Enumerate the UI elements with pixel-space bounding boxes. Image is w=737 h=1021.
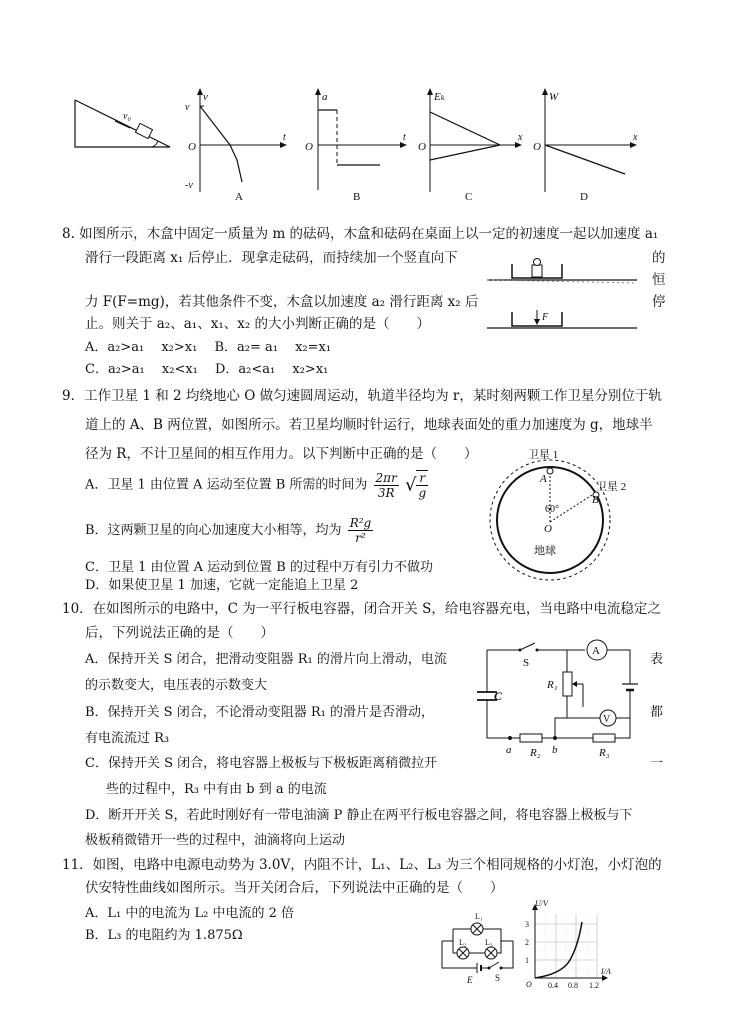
q8-line5: 止。则关于 a₂、a₁、x₁、x₂ 的大小判断正确的是（ ）: [85, 316, 431, 332]
option-b-label: B: [353, 191, 361, 203]
svg-text:B: B: [592, 494, 599, 506]
q11-iv-curve: [522, 900, 617, 990]
svg-text:O: O: [305, 141, 313, 153]
svg-text:1: 1: [525, 956, 529, 965]
q9-line3: 径为 R，不计卫星间的相互作用力。以下判断中正确的是（ ）: [85, 446, 478, 462]
q11-lamp-circuit: [437, 903, 519, 985]
svg-text:R₂: R₂: [530, 747, 541, 759]
graph-b: [300, 88, 406, 203]
svg-text:S: S: [523, 657, 530, 669]
q10-option-b2: 有电流流过 R₃: [85, 731, 170, 746]
q10-line1: 10．在如图所示的电路中，C 为一平行板电容器，闭合开关 S，给电容器充电，当电路中电流稳定之: [62, 601, 661, 617]
q11-line2: 伏安特性曲线如图所示。当开关闭合后，下列说法中正确的是（ ）: [85, 880, 504, 896]
svg-text:O: O: [544, 523, 552, 535]
graph-a: [185, 88, 286, 203]
svg-text:O: O: [418, 141, 426, 153]
svg-text:O: O: [526, 980, 532, 989]
svg-text:Eₖ: Eₖ: [434, 91, 445, 103]
q8-line4: 力 F(F=mg)，若其他条件不变，木盒以加速度 a₂ 滑行距离 x₂ 后: [85, 294, 479, 310]
svg-text:1.2: 1.2: [589, 981, 599, 990]
svg-text:3: 3: [525, 920, 529, 929]
svg-text:-v: -v: [185, 180, 193, 191]
q9-line2: 道上的 A、B 两位置，如图所示。若卫星均顺时针运行，地球表面处的重力加速度为 g，地球半: [85, 417, 653, 433]
option-c-label: C: [465, 191, 473, 203]
q10-option-c1-tail: 一: [650, 756, 664, 771]
svg-text:x: x: [518, 132, 523, 143]
svg-text:S: S: [495, 973, 501, 983]
q11-option-a: A．L₁ 中的电流为 L₂ 中电流的 2 倍: [85, 906, 295, 921]
graph-d: [530, 88, 645, 203]
svg-text:R₃: R₃: [599, 747, 610, 759]
q8-line2: 滑行一段距离 x₁ 后停止．现拿走砝码，而持续加一个竖直向下: [85, 250, 458, 266]
q10-circuit-figure: [475, 632, 645, 762]
svg-text:I/A: I/A: [601, 967, 611, 976]
svg-text:卫星 1: 卫星 1: [528, 449, 559, 461]
q9-option-d: D．如果使卫星 1 加速，它就一定能追上卫星 2: [85, 578, 359, 593]
q10-option-c1: C．保持开关 S 闭合，将电容器上极板与下极板距离稍微拉开: [85, 756, 438, 771]
svg-text:F: F: [542, 312, 549, 323]
svg-text:0.4: 0.4: [548, 981, 558, 990]
svg-text:t: t: [283, 132, 286, 143]
q8-line2-tail: 的: [652, 250, 666, 266]
option-a-label: A: [235, 191, 243, 203]
svg-text:L₃: L₃: [485, 938, 493, 947]
q9-line1: 9．工作卫星 1 和 2 均绕地心 O 做匀速圆周运动，轨道半径均为 r，某时刻两颗工作卫星分别位于轨: [62, 388, 662, 404]
svg-text:C: C: [494, 689, 503, 703]
svg-text:2: 2: [525, 938, 529, 947]
v0-label: v₀: [123, 111, 131, 122]
q10-option-a1-tail: 表: [650, 652, 664, 667]
svg-text:O: O: [533, 141, 541, 153]
svg-text:A: A: [540, 473, 547, 485]
q10-option-a1: A．保持开关 S 闭合，把滑动变阻器 R₁ 的滑片向上滑动，电流: [85, 652, 447, 667]
q10-option-d2: 极板稍微错开一些的过程中，油滴将向上运动: [85, 833, 346, 848]
graph-c: [415, 88, 530, 203]
svg-text:O: O: [188, 141, 196, 153]
svg-text:a: a: [506, 744, 512, 756]
svg-text:60°: 60°: [545, 504, 559, 515]
q9-option-b: B．这两颗卫星的向心加速度大小相等，均为 $\frac{\text{R²g}}{\text{r²}}$: [85, 516, 372, 546]
option-d-label: D: [580, 191, 588, 203]
q10-line2: 后，下列说法正确的是（ ）: [85, 625, 274, 641]
svg-text:b: b: [552, 744, 558, 756]
svg-text:W: W: [549, 91, 559, 103]
svg-text:R₁: R₁: [547, 679, 558, 691]
q10-option-b1: B．保持开关 S 闭合，不论滑动变阻器 R₁ 的滑片是否滑动，: [85, 705, 434, 720]
svg-text:L₂: L₂: [459, 938, 467, 947]
svg-text:E: E: [467, 975, 473, 985]
q9-option-c: C．卫星 1 由位置 A 运动到位置 B 的过程中万有引力不做功: [85, 560, 433, 575]
q10-option-b1-tail: 都: [650, 705, 664, 720]
q8-line4-tail: 停: [652, 294, 666, 310]
svg-text:卫星 2: 卫星 2: [596, 481, 627, 493]
svg-text:V: V: [603, 714, 611, 725]
svg-text:x: x: [633, 132, 638, 143]
svg-text:A: A: [592, 645, 600, 657]
svg-text:t: t: [403, 132, 406, 143]
q10-option-c2: 些的过程中，R₃ 中有由 b 到 a 的电流: [106, 782, 327, 797]
q10-option-a2: 的示数变大，电压表的示数变大: [85, 678, 268, 693]
q8-line3-tail: 恒: [652, 272, 666, 288]
q9-orbit-figure: [488, 450, 648, 585]
q8-line1: 8. 如图所示，木盒中固定一质量为 m 的砝码，木盒和砝码在桌面上以一定的初速度一起以加速度 a₁: [62, 226, 659, 242]
svg-text:L₁: L₁: [475, 912, 483, 921]
svg-text:0.8: 0.8: [568, 981, 578, 990]
q10-option-d1: D．断开开关 S，若此时刚好有一带电油滴 P 静止在两平行板电容器之间，将电容器上极板与下: [85, 808, 633, 823]
svg-text:v: v: [203, 91, 208, 103]
svg-text:a: a: [322, 91, 328, 103]
q9-option-a: A．卫星 1 由位置 A 运动至位置 B 所需的时间为 $\frac{2\pi r}{3R}$ √ $\frac{r}{g}$: [85, 470, 427, 501]
q11-option-b: B．L₃ 的电阻约为 1.875Ω: [85, 928, 243, 943]
svg-text:v: v: [185, 102, 190, 113]
q8-options-ab: A．a₂>a₁ x₂>x₁ B．a₂= a₁ x₂=x₁: [85, 340, 332, 355]
svg-text:U/V: U/V: [535, 899, 548, 908]
svg-text:地球: 地球: [534, 545, 556, 557]
incline-figure: [70, 95, 180, 155]
q11-line1: 11．如图，电路中电源电动势为 3.0V，内阻不计，L₁、L₂、L₃ 为三个相同规格的小灯泡，小灯泡的: [62, 857, 662, 873]
q8-options-cd: C．a₂>a₁ x₂<x₁ D．a₂<a₁ x₂>x₁: [85, 362, 329, 377]
q8-figure: [487, 254, 642, 334]
